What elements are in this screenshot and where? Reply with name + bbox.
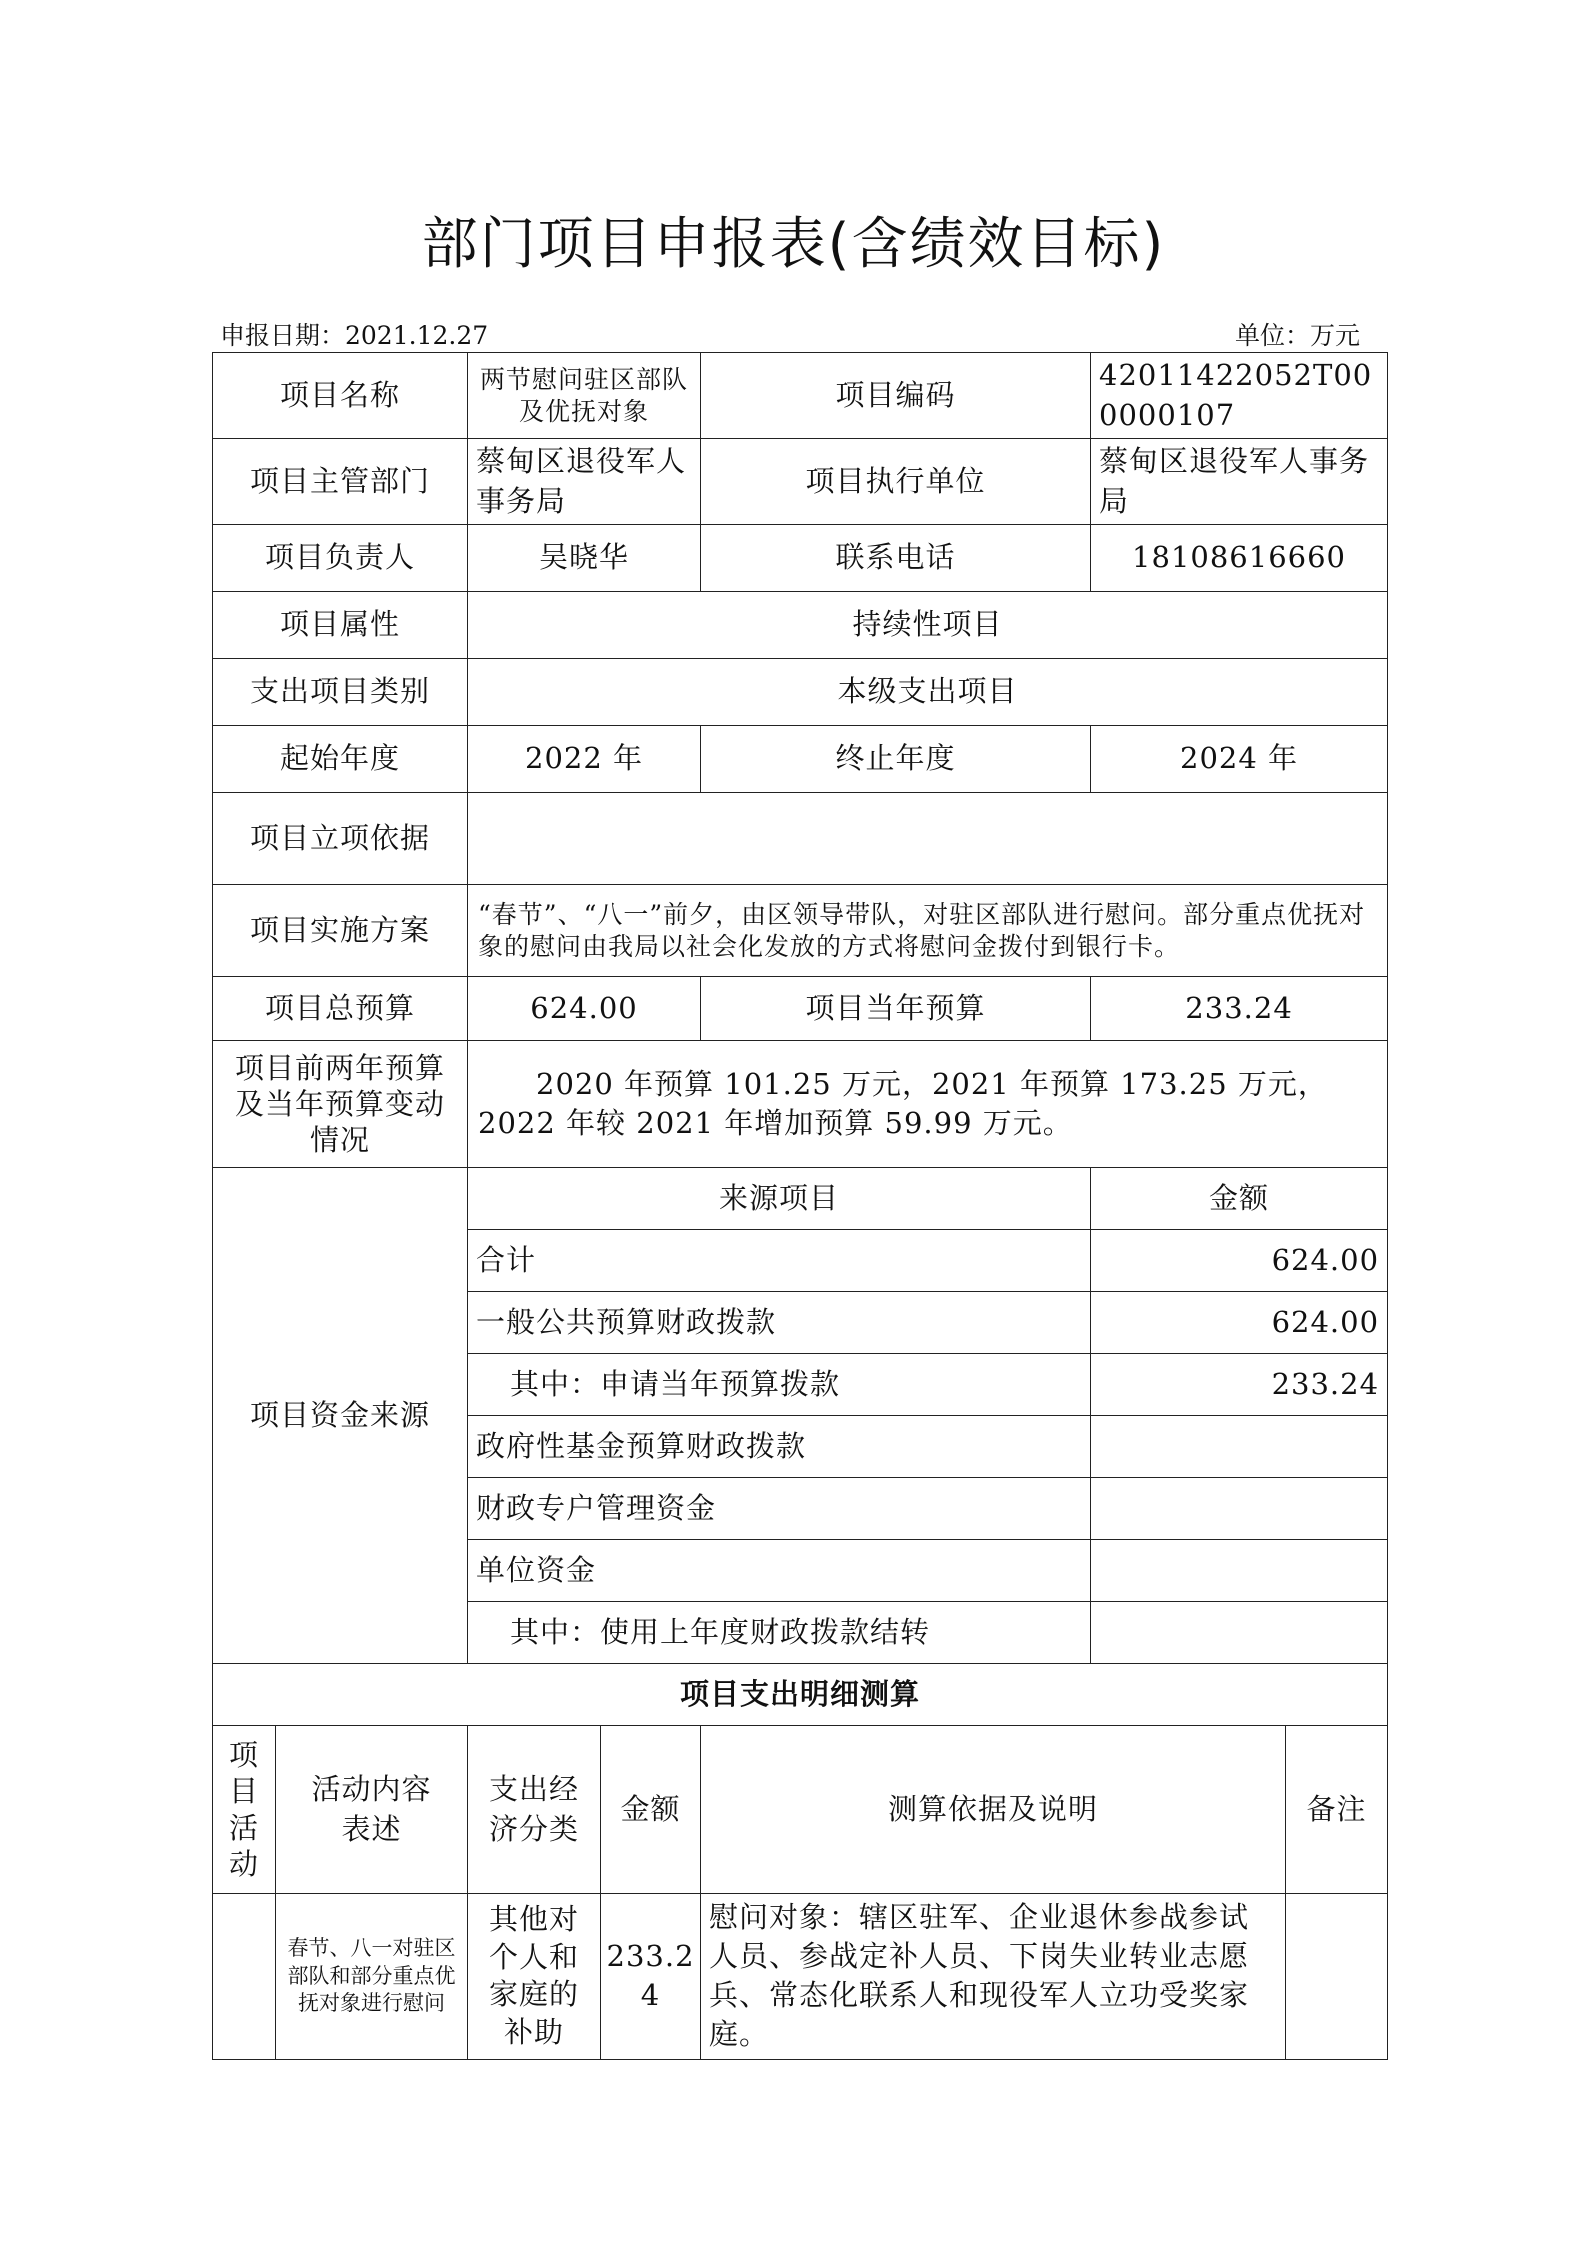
attribute-value: 持续性项目 (468, 592, 1388, 659)
total-budget-value: 624.00 (468, 977, 701, 1041)
detail-row-remark (1286, 1894, 1388, 2060)
exec-unit-value: 蔡甸区退役军人事务局 (1091, 439, 1388, 525)
phone-value: 18108616660 (1091, 525, 1388, 592)
category-label: 支出项目类别 (213, 659, 468, 726)
funds-row-amount: 624.00 (1091, 1292, 1388, 1354)
category-value: 本级支出项目 (468, 659, 1388, 726)
detail-row-content: 春节、八一对驻区部队和部分重点优抚对象进行慰问 (276, 1894, 468, 2060)
detail-row-activity (213, 1894, 276, 2060)
project-code-label: 项目编码 (701, 353, 1091, 439)
start-year-value: 2022 年 (468, 726, 701, 793)
budget-change-value: 2020 年预算 101.25 万元，2021 年预算 173.25 万元，2022 年较 2021 年增加预算 59.99 万元。 (468, 1041, 1388, 1168)
end-year-value: 2024 年 (1091, 726, 1388, 793)
start-year-label: 起始年度 (213, 726, 468, 793)
current-budget-label: 项目当年预算 (701, 977, 1091, 1041)
funds-row-amount (1091, 1540, 1388, 1602)
funds-row-amount (1091, 1478, 1388, 1540)
funds-row-name: 合计 (468, 1230, 1091, 1292)
plan-label: 项目实施方案 (213, 885, 468, 977)
funds-row-name: 单位资金 (468, 1540, 1091, 1602)
total-budget-label: 项目总预算 (213, 977, 468, 1041)
detail-section-title: 项目支出明细测算 (213, 1664, 1388, 1726)
current-budget-value: 233.24 (1091, 977, 1388, 1041)
phone-label: 联系电话 (701, 525, 1091, 592)
unit-label: 单位：万元 (1234, 321, 1360, 350)
plan-value: “春节”、“八一”前夕，由区领导带队，对驻区部队进行慰问。部分重点优抚对象的慰问由我局以社会化发放的方式将慰问金拨付到银行卡。 (468, 885, 1388, 977)
funds-row-amount (1091, 1602, 1388, 1664)
leader-label: 项目负责人 (213, 525, 468, 592)
leader-value: 吴晓华 (468, 525, 701, 592)
project-name-label: 项目名称 (213, 353, 468, 439)
detail-header-econ-class: 支出经济分类 (468, 1726, 601, 1894)
project-code-value: 42011422052T000000107 (1091, 353, 1388, 439)
detail-row-amount: 233.24 (601, 1894, 701, 2060)
detail-row-basis: 慰问对象：辖区驻军、企业退休参战参试人员、参战定补人员、下岗失业转业志愿兵、常态化联系人和现役军人立功受奖家庭。 (701, 1894, 1286, 2060)
detail-header-content: 活动内容表述 (276, 1726, 468, 1894)
basis-value (468, 793, 1388, 885)
page-title: 部门项目申报表(含绩效目标) (421, 212, 1166, 277)
report-date: 申报日期：2021.12.27 (220, 321, 489, 350)
funds-row-name: 财政专户管理资金 (468, 1478, 1091, 1540)
detail-header-basis: 测算依据及说明 (701, 1726, 1286, 1894)
detail-row-econ-class: 其他对个人和家庭的补助 (468, 1894, 601, 2060)
basis-label: 项目立项依据 (213, 793, 468, 885)
detail-header-remark: 备注 (1286, 1726, 1388, 1894)
budget-change-label: 项目前两年预算及当年预算变动情况 (213, 1041, 468, 1168)
funds-row-amount (1091, 1416, 1388, 1478)
attribute-label: 项目属性 (213, 592, 468, 659)
detail-header-activity: 项目活动 (213, 1726, 276, 1894)
project-form-table (212, 352, 1388, 2060)
project-name-value: 两节慰问驻区部队及优抚对象 (468, 353, 701, 439)
funds-row-name: 其中：使用上年度财政拨款结转 (468, 1602, 1091, 1664)
funds-header-source: 来源项目 (468, 1168, 1091, 1230)
funds-row-amount: 624.00 (1091, 1230, 1388, 1292)
end-year-label: 终止年度 (701, 726, 1091, 793)
funds-header-amount: 金额 (1091, 1168, 1388, 1230)
funds-row-name: 一般公共预算财政拨款 (468, 1292, 1091, 1354)
funds-row-amount: 233.24 (1091, 1354, 1388, 1416)
funds-row-name: 政府性基金预算财政拨款 (468, 1416, 1091, 1478)
exec-unit-label: 项目执行单位 (701, 439, 1091, 525)
competent-dept-label: 项目主管部门 (213, 439, 468, 525)
detail-header-amount: 金额 (601, 1726, 701, 1894)
funds-row-name: 其中：申请当年预算拨款 (468, 1354, 1091, 1416)
competent-dept-value: 蔡甸区退役军人事务局 (468, 439, 701, 525)
funds-source-label: 项目资金来源 (213, 1168, 468, 1664)
